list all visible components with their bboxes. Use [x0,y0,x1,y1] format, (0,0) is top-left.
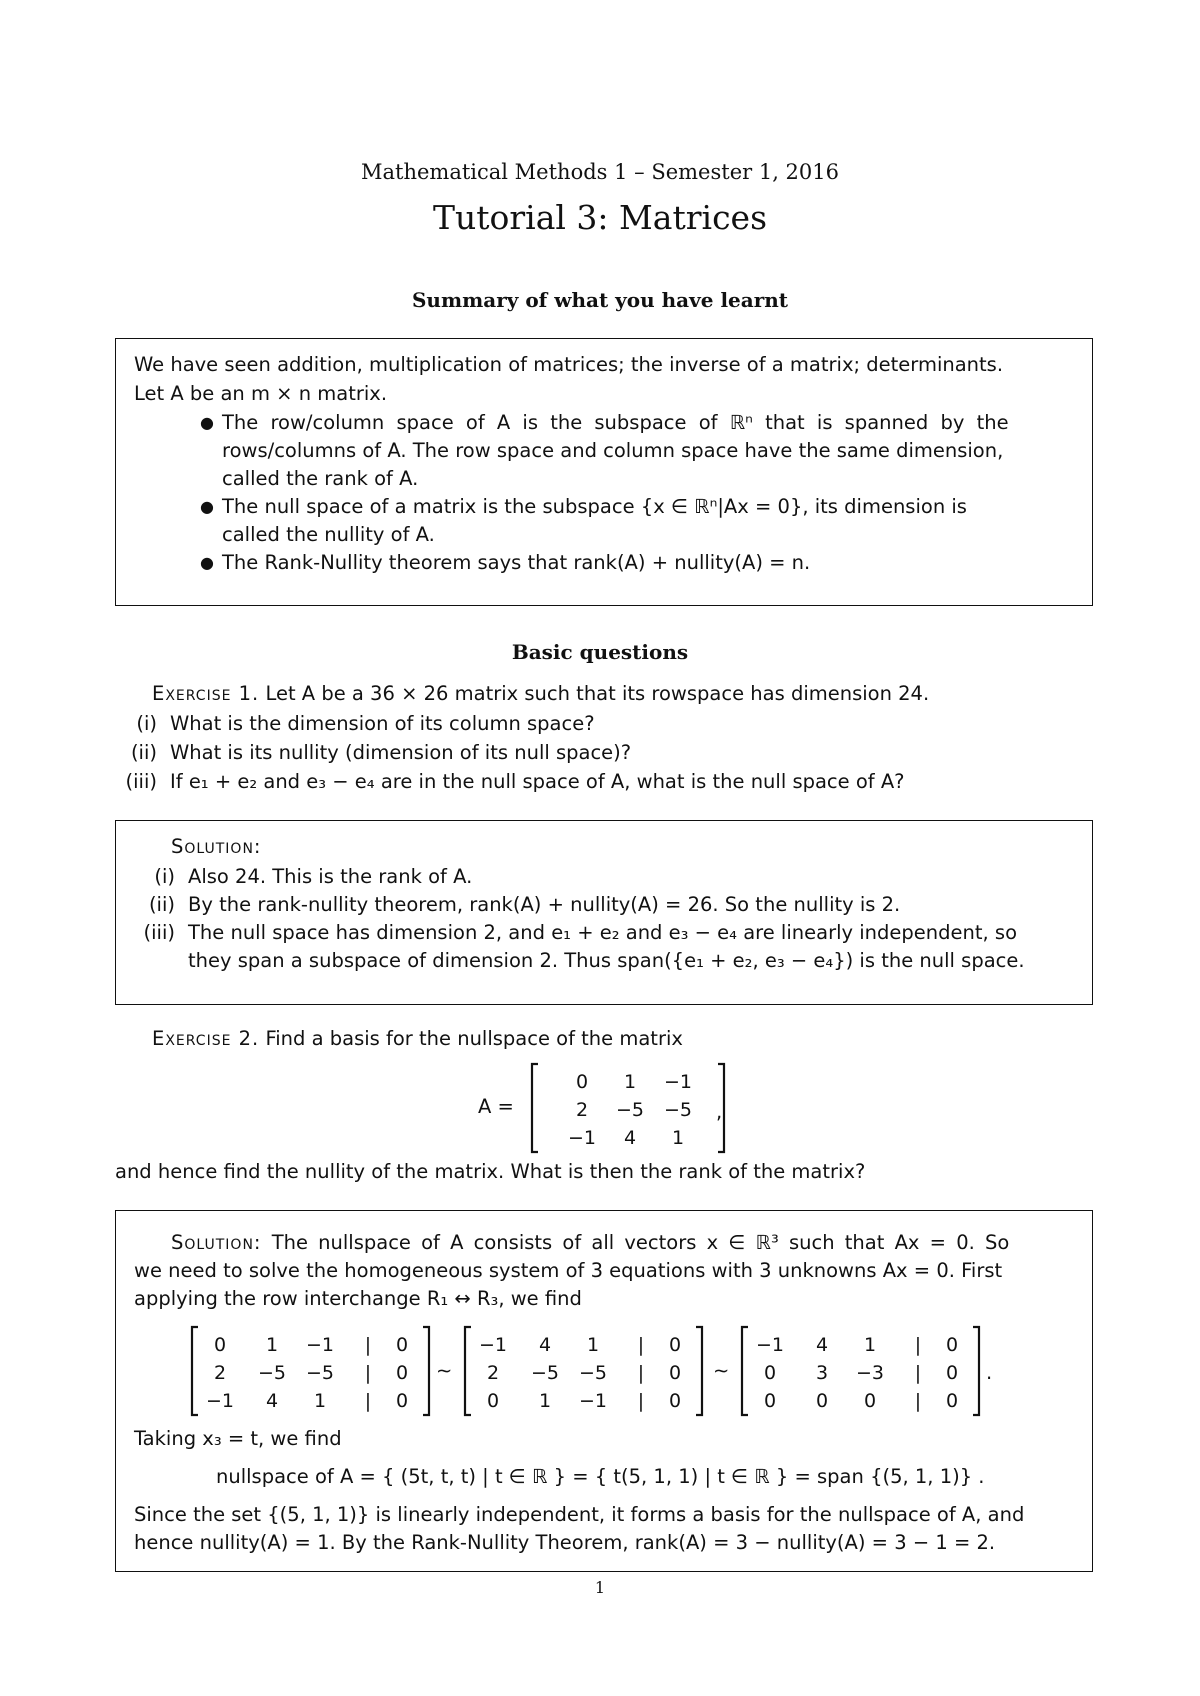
exercise-2-followup: and hence find the nullity of the matrix. What is then the rank of the matrix? [115,1160,866,1183]
solution-1-item-3-continued: they span a subspace of dimension 2. Thus span({e₁ + e₂, e₃ − e₄}) is the null space. [188,949,1025,972]
matrix-cell: 3 [815,1362,829,1384]
item-number: (i) [136,712,157,735]
matrix-cell: −1 [478,1334,508,1356]
solution-1-item-1: Also 24. This is the rank of A. [188,865,473,888]
solution-1-box [115,820,1093,1005]
matrix-cell: 0 [815,1390,829,1412]
solution-2-line-3: applying the row interchange R₁ ↔ R₃, we find [134,1287,582,1310]
matrix-cell: 1 [265,1334,279,1356]
matrix-cell: −3 [855,1362,885,1384]
matrix-cell: −1 [578,1390,608,1412]
bullet-1-line-2: rows/columns of A. The row space and column space have the same dimension, [222,439,1004,462]
bullet-2-line-1: The null space of a matrix is the subspace {x ∈ ℝⁿ|Ax = 0}, its dimension is [222,495,967,518]
exercise-1-item-1: What is the dimension of its column space? [170,712,595,735]
augment-bar: | [364,1362,372,1384]
matrix-cell: 1 [586,1334,600,1356]
matrix-cell: 2 [486,1362,500,1384]
matrix-cell: 0 [575,1071,589,1093]
matrix-cell: 0 [213,1334,227,1356]
matrix-a [528,1060,728,1156]
matrix-cell: 1 [671,1127,685,1149]
matrix-cell: −1 [567,1127,597,1149]
matrix-cell: 0 [395,1334,409,1356]
exercise-1-statement [152,682,929,705]
right-bracket [696,1327,702,1415]
summary-intro-1: We have seen addition, multiplication of matrices; the inverse of a matrix; determinants. [134,353,1004,376]
matrix-cell: 1 [538,1390,552,1412]
matrix-cell: 4 [538,1334,552,1356]
bullet-icon: ● [200,553,214,572]
augment-bar: | [914,1334,922,1356]
augmented-matrix-1 [188,1323,433,1419]
augment-bar: | [364,1390,372,1412]
matrix-cell: 1 [313,1390,327,1412]
solution-2-line-1-text: The nullspace of A consists of all vectors x ∈ ℝ³ such that Ax = 0. So [271,1231,1010,1254]
bullet-icon: ● [200,413,214,432]
summary-heading: Summary of what you have learnt [411,288,789,312]
matrix-cell: 4 [815,1334,829,1356]
matrix-cell: 2 [213,1362,227,1384]
left-bracket [532,1064,538,1152]
matrix-cell: 0 [763,1390,777,1412]
matrix-cell: 0 [668,1390,682,1412]
matrix-cell: 1 [863,1334,877,1356]
right-bracket [973,1327,979,1415]
solution-2-box [115,1210,1093,1572]
matrix-cell: 2 [575,1099,589,1121]
matrix-a-comma: , [716,1100,723,1123]
bullet-1-line-3: called the rank of A. [222,467,419,490]
bullet-1-line-1: The row/column space of A is the subspace of ℝⁿ that is spanned by the [222,411,1009,434]
exercise-1-label: Exercise 1. [152,682,260,705]
matrix-cell: 0 [486,1390,500,1412]
bullet-icon: ● [200,497,214,516]
matrix-cell: −5 [578,1362,608,1384]
augmented-matrix-3 [738,1323,983,1419]
row-equivalence-symbol: ∼ [713,1359,730,1382]
matrix-cell: 0 [863,1390,877,1412]
matrix-cell: 0 [395,1362,409,1384]
item-number: (ii) [148,893,175,916]
augment-bar: | [364,1334,372,1356]
solution-2-line-5: Since the set {(5, 1, 1)} is linearly independent, it forms a basis for the nullspace of A, and [134,1503,1025,1526]
matrix-cell: 0 [763,1362,777,1384]
matrix-cell: −5 [530,1362,560,1384]
matrix-cell: 0 [945,1362,959,1384]
page-number: 1 [594,1578,606,1597]
item-number: (ii) [130,741,157,764]
matrix-cell: −5 [305,1362,335,1384]
exercise-2-statement [152,1027,683,1050]
matrix-cell: −1 [755,1334,785,1356]
solution-1-item-2: By the rank-nullity theorem, rank(A) + nullity(A) = 26. So the nullity is 2. [188,893,901,916]
basic-questions-heading: Basic questions [511,640,689,664]
item-number: (i) [154,865,175,888]
matrix-cell: −5 [663,1099,693,1121]
summary-intro-2: Let A be an m × n matrix. [134,382,388,405]
right-bracket [423,1327,429,1415]
row-equivalence-symbol: ∼ [436,1359,453,1382]
matrix-cell: −1 [305,1334,335,1356]
matrix-cell: 4 [265,1390,279,1412]
matrix-cell: −5 [257,1362,287,1384]
solution-2-label: Solution: [171,1231,262,1254]
summary-box [115,338,1093,606]
augment-bar: | [637,1390,645,1412]
page-title: Tutorial 3: Matrices [432,198,768,237]
augment-bar: | [637,1362,645,1384]
exercise-1-item-2: What is its nullity (dimension of its null space)? [170,741,632,764]
item-number: (iii) [125,770,157,793]
left-bracket [465,1327,471,1415]
matrix-cell: 0 [668,1334,682,1356]
augment-bar: | [914,1390,922,1412]
exercise-1-item-3: If e₁ + e₂ and e₃ − e₄ are in the null space of A, what is the null space of A? [170,770,905,793]
augment-bar: | [914,1362,922,1384]
solution-2-line-4: Taking x₃ = t, we find [134,1427,342,1450]
bullet-3-line-1: The Rank-Nullity theorem says that rank(A) + nullity(A) = n. [222,551,811,574]
matrix-cell: −5 [615,1099,645,1121]
solution-1-label: Solution: [171,835,262,858]
matrix-cell: 0 [668,1362,682,1384]
matrix-cell: −1 [663,1071,693,1093]
exercise-2-text: Find a basis for the nullspace of the matrix [265,1027,683,1050]
solution-2-line-6: hence nullity(A) = 1. By the Rank-Nullity Theorem, rank(A) = 3 − nullity(A) = 3 − 1 = 2. [134,1531,996,1554]
augment-bar: | [637,1334,645,1356]
solution-1-item-3: The null space has dimension 2, and e₁ + e₂ and e₃ − e₄ are linearly independent, so [188,921,1017,944]
solution-2-line-2: we need to solve the homogeneous system of 3 equations with 3 unknowns Ax = 0. First [134,1259,1003,1282]
left-bracket [192,1327,198,1415]
matrix-period: . [986,1361,993,1384]
matrix-cell: 1 [623,1071,637,1093]
matrix-cell: 0 [945,1390,959,1412]
bullet-2-line-2: called the nullity of A. [222,523,435,546]
exercise-2-label: Exercise 2. [152,1027,260,1050]
left-bracket [742,1327,748,1415]
exercise-1-text: Let A be a 36 × 26 matrix such that its rowspace has dimension 24. [265,682,930,705]
nullspace-equation: nullspace of A = { (5t, t, t) | t ∈ ℝ } = { t(5, 1, 1) | t ∈ ℝ } = span {(5, 1, 1)} . [216,1465,985,1488]
matrix-cell: −1 [205,1390,235,1412]
matrix-cell: 4 [623,1127,637,1149]
matrix-a-label: A = [478,1095,514,1118]
course-heading: Mathematical Methods 1 – Semester 1, 2016 [361,160,839,184]
solution-2-line-1 [171,1231,1009,1254]
item-number: (iii) [143,921,175,944]
matrix-cell: 0 [945,1334,959,1356]
matrix-cell: 0 [395,1390,409,1412]
augmented-matrix-2 [461,1323,706,1419]
